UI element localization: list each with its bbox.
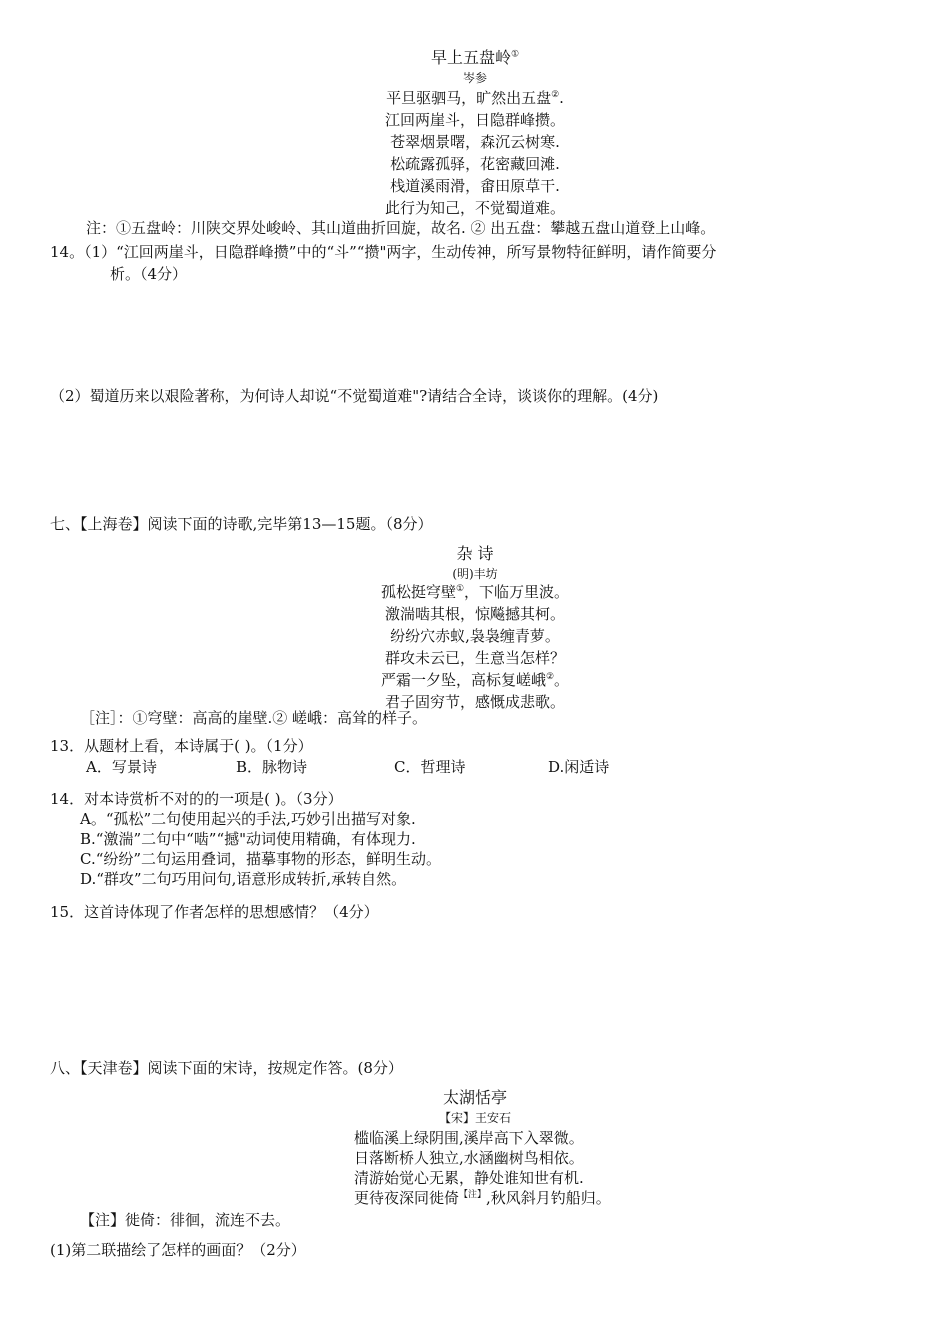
poem1-line: 此行为知己，不觉蜀道难。 <box>384 199 565 217</box>
poem1-note: 注：①五盘岭：川陕交界处峻岭、其山道曲折回旋，故名. ② 出五盘：攀越五盘山道登上山峰。 <box>86 219 716 237</box>
poem3-line: 槛临溪上绿阴围,溪岸高下入翠微。 <box>354 1129 584 1147</box>
poem2-line: 纷纷穴赤蚁,袅袅缠青萝。 <box>390 627 560 645</box>
poem3-note: 【注】徙倚：徘徊，流连不去。 <box>80 1211 291 1229</box>
section-8-heading: 八、【天津卷】阅读下面的宋诗，按规定作答。(8分） <box>50 1059 403 1077</box>
poem2-author: (明)丰坊 <box>452 567 498 581</box>
poem2-line: 孤松挺穹壁①，下临万里波。 <box>380 583 570 601</box>
question-14-1-cont: 析。（4分） <box>110 265 188 283</box>
poem2-line: 群攻未云已，生意当怎样？ <box>384 649 565 667</box>
question-13-option-a: A．写景诗 <box>86 758 157 776</box>
poem2-line: 君子固穷节，感慨成悲歌。 <box>384 693 565 711</box>
question-14-1: 14。（1）“江回两崖斗，日隐群峰攒”中的“斗”“攒"两字，生动传神，所写景物特征鲜明，请作简要分 <box>50 243 717 261</box>
poem3-line: 更待夜深同徙倚$^{【注】}$,秋风斜月钓船归。 <box>354 1189 611 1207</box>
poem1-author: 岑参 <box>462 71 487 85</box>
poem1-title: 早上五盘岭① <box>430 48 520 67</box>
poem3-line: 日落断桥人独立,水涵幽树鸟相依。 <box>354 1149 584 1167</box>
question-14-option-d: D.“群攻”二句巧用问句,语意形成转折,承转自然。 <box>80 870 407 888</box>
poem1-line: 栈道溪雨滑，畬田原草干. <box>390 177 560 195</box>
question-14: 14．对本诗赏析不对的的一项是( )。（3分） <box>50 790 343 808</box>
section-7-heading: 七、【上海卷】阅读下面的诗歌,完毕第13—15题。（8分） <box>50 515 433 533</box>
question-14-2: （2）蜀道历来以艰险著称，为何诗人却说“不觉蜀道难"?请结合全诗，谈谈你的理解。(4分) <box>50 387 659 405</box>
poem2-note: ［注］：①穹壁：高高的崖壁.② 嵯峨：高耸的样子。 <box>80 709 428 727</box>
question-13: 13．从题材上看，本诗属于( )。（1分） <box>50 737 313 755</box>
question-14-option-a: A。“孤松”二句使用起兴的手法,巧妙引出描写对象. <box>80 810 416 828</box>
poem3-title: 太湖恬亭 <box>442 1088 507 1107</box>
question-13-option-b: B．脉物诗 <box>236 758 308 776</box>
poem1-line: 松疏露孤驿，花密藏回滩. <box>390 155 560 173</box>
question-13-option-c: C．哲理诗 <box>394 758 466 776</box>
poem3-line: 清游始觉心无累，静处谁知世有机. <box>354 1169 584 1187</box>
poem1-line: 平旦驱驷马，旷然出五盘②. <box>386 89 564 107</box>
question-14-option-c: C.“纷纷”二句运用叠词，描摹事物的形态，鲜明生动。 <box>80 850 442 868</box>
question-8-1: (1)第二联描绘了怎样的画面？（2分） <box>50 1241 306 1259</box>
question-14-option-b: B.“激湍”二句中“啮”“撼"动词使用精确，有体现力. <box>80 830 416 848</box>
question-13-option-d: D.闲适诗 <box>548 758 610 776</box>
poem3-author: 【宋】王安石 <box>438 1111 511 1125</box>
poem2-line: 严霜一夕坠，高标复嵯峨②。 <box>380 671 570 689</box>
poem1-line: 苍翠烟景曙，森沉云树寒. <box>390 133 560 151</box>
question-15: 15．这首诗体现了作者怎样的思想感情？（4分） <box>50 903 379 921</box>
poem1-line: 江回两崖斗，日隐群峰攒。 <box>384 111 565 129</box>
poem2-line: 激湍啮其根，惊飚撼其柯。 <box>384 605 565 623</box>
footnote-mark: ① <box>510 49 520 60</box>
poem2-title: 杂 诗 <box>456 544 494 563</box>
